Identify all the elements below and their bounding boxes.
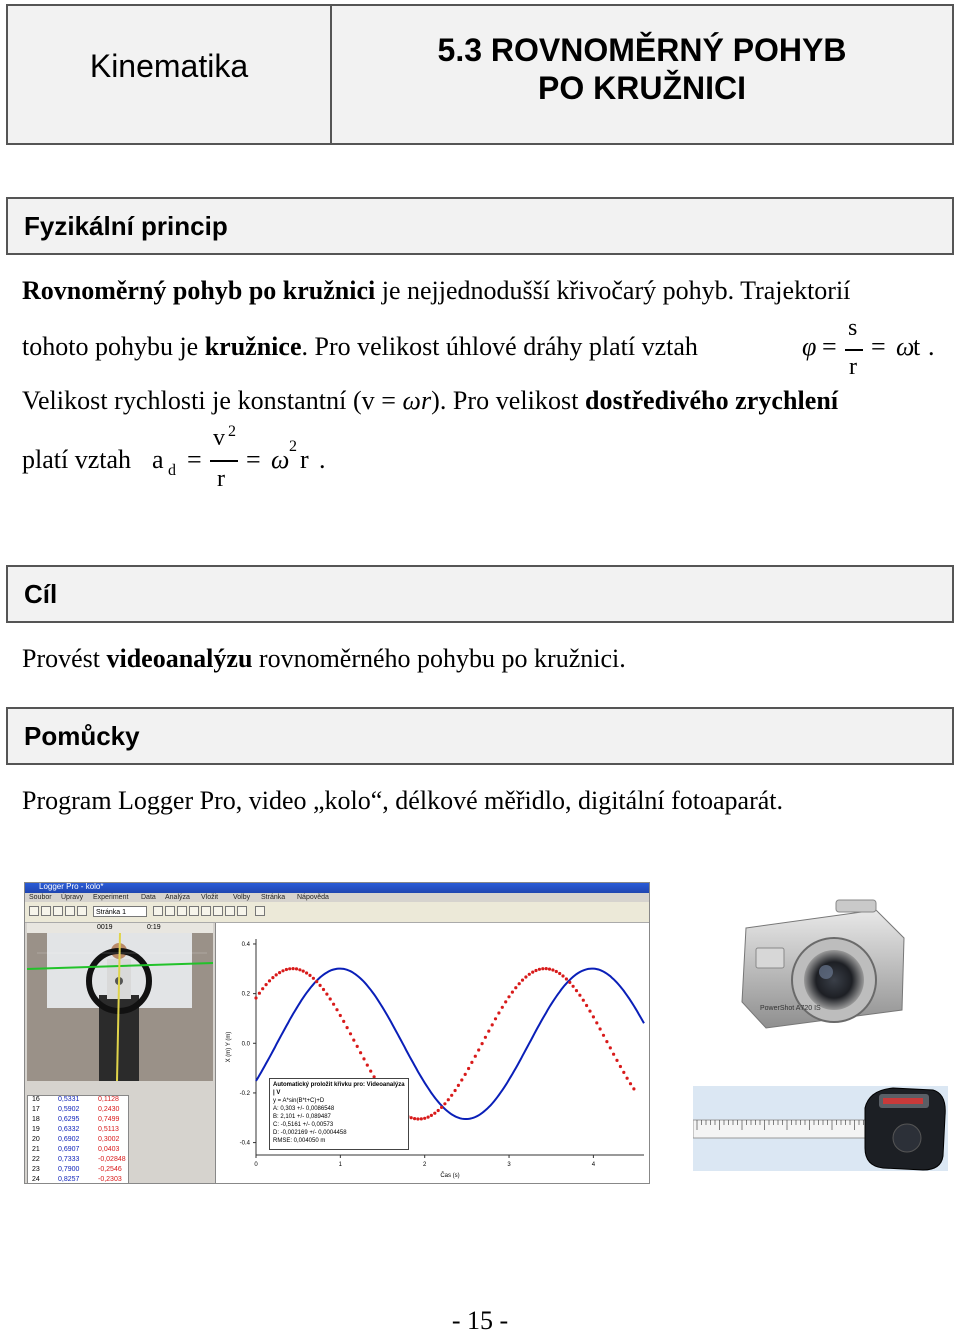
page-number: - 15 -: [451, 1306, 509, 1335]
graph-panel: [215, 923, 650, 1184]
header-subject-cell: [8, 6, 332, 143]
table-cell: 0,7900: [58, 1166, 80, 1173]
print-icon[interactable]: [65, 906, 75, 916]
section-principle-header: [6, 197, 954, 255]
table-cell: -0,2546: [98, 1166, 122, 1173]
x-tick-label: 2: [423, 1162, 427, 1168]
series-y-point: [629, 1082, 632, 1085]
eq1-t: t: [913, 332, 921, 361]
video-header: [27, 923, 213, 933]
menu-item[interactable]: Experiment: [93, 894, 129, 901]
table-cell: 0,3002: [98, 1136, 120, 1143]
series-y-point: [427, 1116, 430, 1119]
menu-item[interactable]: Nápověda: [297, 894, 329, 901]
table-row[interactable]: [28, 1106, 128, 1115]
series-y-point: [352, 1039, 355, 1042]
principle-line-1-text: je nejjednodušší křivočarý pohyb. Trajektorií: [375, 276, 851, 305]
tangent-icon[interactable]: [189, 906, 199, 916]
series-y-point: [447, 1098, 450, 1101]
table-cell: 0,7333: [58, 1156, 80, 1163]
table-row[interactable]: [28, 1096, 128, 1105]
fit-box-title: Automatický proložit křivku pro: Videoanalýza | V: [273, 1082, 405, 1096]
y-tick-label: 0.2: [241, 991, 250, 998]
series-y-point: [457, 1084, 460, 1087]
camera-photo: [726, 898, 916, 1048]
series-y-point: [474, 1055, 477, 1058]
series-y-point: [302, 970, 305, 973]
series-y-point: [305, 971, 308, 974]
series-y-point: [464, 1073, 467, 1076]
y-axis-label: X (m) Y (m): [226, 1031, 232, 1063]
series-y-point: [622, 1071, 625, 1074]
table-cell: 23: [32, 1166, 40, 1173]
y-tick-label: 0.0: [241, 1041, 250, 1048]
series-y-point: [366, 1064, 369, 1067]
series-y-point: [292, 967, 295, 970]
table-row[interactable]: [28, 1176, 128, 1184]
menu-item[interactable]: Stránka: [261, 894, 286, 901]
page-select[interactable]: Stránka 1: [93, 906, 147, 917]
series-y-point: [342, 1020, 345, 1023]
series-y-point: [470, 1061, 473, 1064]
x-tick-label: 0: [254, 1162, 258, 1168]
collect-icon[interactable]: [255, 906, 265, 916]
fit-line: A: 0,303 +/- 0,0086548: [273, 1106, 335, 1112]
new-file-icon[interactable]: [29, 906, 39, 916]
principle-line-3: [22, 386, 838, 416]
table-row[interactable]: [28, 1146, 128, 1155]
table-cell: -0,2303: [98, 1176, 122, 1183]
video-overlay: [27, 933, 213, 1081]
menu-item[interactable]: Úpravy: [61, 894, 84, 901]
x-tick-label: 3: [507, 1162, 511, 1168]
series-y-point: [440, 1106, 443, 1109]
series-y-point: [285, 968, 288, 971]
chapter-header: [6, 4, 954, 145]
window-titlebar: [25, 883, 649, 893]
series-y-point: [484, 1036, 487, 1039]
principle-line-2-rest: . Pro velikost úhlové dráhy platí vztah: [301, 332, 698, 361]
series-y-point: [420, 1117, 423, 1120]
term-centripetal: dostředivého zrychlení: [585, 386, 839, 415]
fit-line: D: -0,002169 +/- 0,0004458: [273, 1130, 347, 1136]
series-y-point: [561, 974, 564, 977]
series-y-point: [416, 1117, 419, 1120]
series-y-point: [362, 1057, 365, 1060]
eq2-omega: ω: [271, 445, 290, 474]
table-cell: 18: [32, 1116, 40, 1123]
series-y-point: [410, 1116, 413, 1119]
tools-text: Program Logger Pro, video „kolo“, délkové měřidlo, digitální fotoaparát.: [22, 786, 784, 815]
x-tick-label: 1: [338, 1162, 343, 1168]
series-y-point: [325, 993, 328, 996]
series-y-point: [555, 970, 558, 973]
eq2-r: r: [300, 445, 309, 474]
series-y-point: [487, 1030, 490, 1033]
eq1-phi: φ: [802, 332, 817, 361]
header-title-line1: 5.3 ROVNOMĚRNÝ POHYB: [437, 32, 847, 68]
table-cell: 17: [32, 1106, 40, 1113]
series-y-point: [541, 967, 544, 970]
term-videoanalysis: videoanalýzu: [106, 644, 253, 673]
series-y-point: [504, 1000, 507, 1003]
curve-fit-box[interactable]: [269, 1078, 409, 1150]
header-subject: Kinematika: [89, 48, 249, 84]
tape-measure-photo: [693, 1086, 948, 1171]
series-y-point: [514, 986, 517, 989]
table-cell: 22: [32, 1156, 40, 1163]
series-y-point: [369, 1070, 372, 1073]
table-cell: 0,1128: [98, 1096, 119, 1103]
series-y-point: [298, 968, 301, 971]
section-tools-header: [6, 707, 954, 765]
eq1-equals: =: [822, 332, 837, 361]
eq2-sub-d: d: [168, 462, 176, 479]
menu-item[interactable]: Volby: [233, 894, 251, 901]
series-y-point: [437, 1109, 440, 1112]
eq1-equals-2: =: [871, 332, 886, 361]
fit-line: y = A*sin(B*t+C)+D: [273, 1098, 325, 1104]
series-y-point: [507, 995, 510, 998]
integral-icon[interactable]: [201, 906, 211, 916]
series-y-point: [481, 1042, 484, 1045]
series-y-point: [609, 1046, 612, 1049]
series-y-point: [524, 975, 527, 978]
eq2-a: a: [152, 445, 164, 474]
section-goal-title: Cíl: [24, 579, 58, 609]
series-y-point: [268, 979, 271, 982]
logger-pro-screenshot: [24, 882, 650, 1184]
open-file-icon[interactable]: [41, 906, 51, 916]
series-y-point: [349, 1032, 352, 1035]
series-y-point: [359, 1051, 362, 1054]
series-y-point: [605, 1040, 608, 1043]
principle-line-2: [22, 332, 698, 362]
table-cell: 0,6907: [58, 1146, 80, 1153]
table-cell: 0,6332: [58, 1126, 80, 1133]
eq2-sup: 2: [289, 438, 297, 455]
eq1-dot: .: [928, 332, 935, 361]
fit-line: RMSE: 0,004050 m: [273, 1138, 326, 1144]
series-y-point: [578, 994, 581, 997]
series-y-point: [602, 1034, 605, 1037]
menu-item[interactable]: Analýza: [165, 894, 190, 901]
term-uniform-circular: Rovnoměrný pohyb po kružnici: [22, 276, 376, 305]
series-y-point: [430, 1114, 433, 1117]
series-y-point: [619, 1065, 622, 1068]
eq1-omega: ω: [896, 332, 915, 361]
series-y-point: [433, 1112, 436, 1115]
series-y-point: [582, 999, 585, 1002]
series-y-point: [534, 969, 537, 972]
series-y-point: [460, 1078, 463, 1081]
series-y-point: [599, 1027, 602, 1030]
goal-text-a: Provést: [22, 644, 107, 673]
series-y-point: [281, 969, 284, 972]
series-y-point: [356, 1045, 359, 1048]
menu-item[interactable]: Data: [141, 894, 156, 901]
table-cell: 0,8257: [58, 1176, 80, 1183]
series-y-point: [454, 1089, 457, 1092]
goal-text-b: rovnoměrného pohybu po kružnici.: [252, 644, 626, 673]
eq2-numerator: v: [213, 425, 225, 451]
eq2-equals: =: [187, 445, 202, 474]
table-cell: 20: [32, 1136, 40, 1143]
series-y-point: [491, 1023, 494, 1026]
principle-line-1: [22, 276, 850, 306]
curve-fit-icon[interactable]: [225, 906, 235, 916]
series-y-point: [413, 1117, 416, 1120]
menu-bar: [25, 893, 649, 902]
eq1-denominator: r: [849, 354, 857, 380]
series-y-point: [521, 979, 524, 982]
series-y-point: [551, 968, 554, 971]
x-tick-label: 4: [591, 1162, 596, 1168]
y-tick-label: -0.2: [239, 1090, 250, 1097]
series-y-point: [332, 1003, 335, 1006]
camera-drawing: [726, 898, 916, 1048]
series-y-point: [494, 1017, 497, 1020]
series-y-point: [531, 971, 534, 974]
series-y-point: [271, 976, 274, 979]
series-y-point: [615, 1059, 618, 1062]
series-y-point: [572, 985, 575, 988]
section-tools-title: Pomůcky: [24, 721, 140, 751]
table-cell: 0,6295: [58, 1116, 80, 1123]
camera-label: PowerShot A720 IS: [760, 1005, 821, 1012]
principle-line-4-a: platí vztah: [22, 445, 132, 474]
table-cell: 0,5902: [58, 1106, 80, 1113]
series-y-point: [477, 1048, 480, 1051]
table-cell: 0,7499: [98, 1116, 120, 1123]
section-goal-header: [6, 565, 954, 623]
series-y-point: [315, 980, 318, 983]
y-tick-label: -0.4: [239, 1140, 250, 1147]
zoom-icon[interactable]: [165, 906, 175, 916]
series-y-point: [497, 1011, 500, 1014]
series-y-point: [558, 972, 561, 975]
tape-drawing: [693, 1086, 948, 1171]
series-y-point: [538, 968, 541, 971]
series-y-point: [346, 1026, 349, 1029]
video-time: 0:19: [147, 924, 161, 931]
video-frame[interactable]: [27, 933, 213, 1081]
menu-item[interactable]: Soubor: [29, 894, 52, 901]
table-row[interactable]: [28, 1166, 128, 1175]
toolbar: [25, 902, 649, 923]
y-tick-label: 0.4: [241, 941, 250, 948]
table-row[interactable]: [28, 1136, 128, 1145]
series-y-point: [339, 1014, 342, 1017]
series-y-point: [329, 997, 332, 1000]
principle-line-2-a: tohoto pohybu je: [22, 332, 205, 361]
eq2-dot: .: [319, 445, 326, 474]
series-y-point: [575, 989, 578, 992]
fit-line: C: -0,5161 +/- 0,00573: [273, 1122, 334, 1128]
series-y-point: [632, 1087, 635, 1090]
graph-icon[interactable]: [153, 906, 163, 916]
series-y-point: [258, 992, 261, 995]
table-cell: 0,0403: [98, 1146, 120, 1153]
header-title-cell: [332, 6, 952, 143]
goal-text: [22, 644, 626, 674]
principle-line-4: [22, 445, 131, 475]
series-y-point: [585, 1004, 588, 1007]
series-y-point: [288, 967, 291, 970]
data-table[interactable]: [27, 1095, 129, 1184]
series-y-point: [312, 977, 315, 980]
section-principle-title: Fyzikální princip: [24, 211, 228, 241]
series-y-point: [261, 987, 264, 990]
table-cell: -0,02848: [98, 1156, 126, 1163]
table-cell: 16: [32, 1096, 40, 1103]
eq2-equals-2: =: [246, 445, 261, 474]
examine-icon[interactable]: [177, 906, 187, 916]
series-y-point: [565, 977, 568, 980]
table-row[interactable]: [28, 1156, 128, 1165]
stats-icon[interactable]: [213, 906, 223, 916]
series-y-point: [467, 1067, 470, 1070]
series-y-point: [319, 984, 322, 987]
series-y-point: [501, 1006, 504, 1009]
header-title-line2: PO KRUŽNICI: [538, 70, 746, 106]
table-cell: 24: [32, 1176, 40, 1183]
series-y-point: [278, 971, 281, 974]
series-y-point: [450, 1094, 453, 1097]
series-y-point: [275, 973, 278, 976]
series-y-point: [423, 1117, 426, 1120]
table-cell: 21: [32, 1146, 40, 1153]
eq1-fraction-bar: [845, 349, 863, 351]
x-axis-label: Čas (s): [440, 1173, 460, 1179]
table-cell: 0,5331: [58, 1096, 80, 1103]
principle-line-3-a: Velikost rychlosti je konstantní (v =: [22, 386, 403, 415]
table-cell: 0,5113: [98, 1126, 119, 1133]
principle-line-3-b: ). Pro velikost: [431, 386, 586, 415]
series-y-point: [592, 1015, 595, 1018]
video-frame-number: 0019: [97, 924, 113, 931]
series-y-point: [254, 996, 257, 999]
series-y-point: [626, 1077, 629, 1080]
eq2-fraction-bar: [210, 460, 238, 462]
window-title: Logger Pro - kolo*: [39, 882, 104, 891]
series-y-point: [568, 981, 571, 984]
series-y-point: [295, 967, 298, 970]
series-y-point: [588, 1010, 591, 1013]
series-y-point: [518, 982, 521, 985]
series-y-point: [528, 973, 531, 976]
series-y-point: [265, 983, 268, 986]
table-row[interactable]: [28, 1126, 128, 1135]
term-circle: kružnice: [204, 332, 302, 361]
eq2-num-sup: 2: [228, 423, 236, 440]
series-y-point: [443, 1102, 446, 1105]
table-cell: 0,2430: [98, 1106, 120, 1113]
menu-item[interactable]: Vložit: [201, 894, 219, 901]
fit-line: B: 2,101 +/- 0,089487: [273, 1114, 331, 1120]
series-y-point: [548, 968, 551, 971]
principle-omega-r: ωr: [402, 386, 432, 415]
table-cell: 0,6902: [58, 1136, 80, 1143]
series-y-point: [595, 1021, 598, 1024]
table-cell: 19: [32, 1126, 40, 1133]
save-icon[interactable]: [53, 906, 63, 916]
series-y-point: [511, 991, 514, 994]
series-y-point: [308, 974, 311, 977]
series-y-point: [335, 1008, 338, 1011]
series-y-point: [545, 967, 548, 970]
linear-fit-icon[interactable]: [237, 906, 247, 916]
series-y-point: [322, 988, 325, 991]
eq2-denominator: r: [217, 466, 225, 492]
series-y-point: [612, 1053, 615, 1056]
table-icon[interactable]: [77, 906, 87, 916]
table-row[interactable]: [28, 1116, 128, 1125]
eq1-numerator: s: [848, 315, 858, 341]
